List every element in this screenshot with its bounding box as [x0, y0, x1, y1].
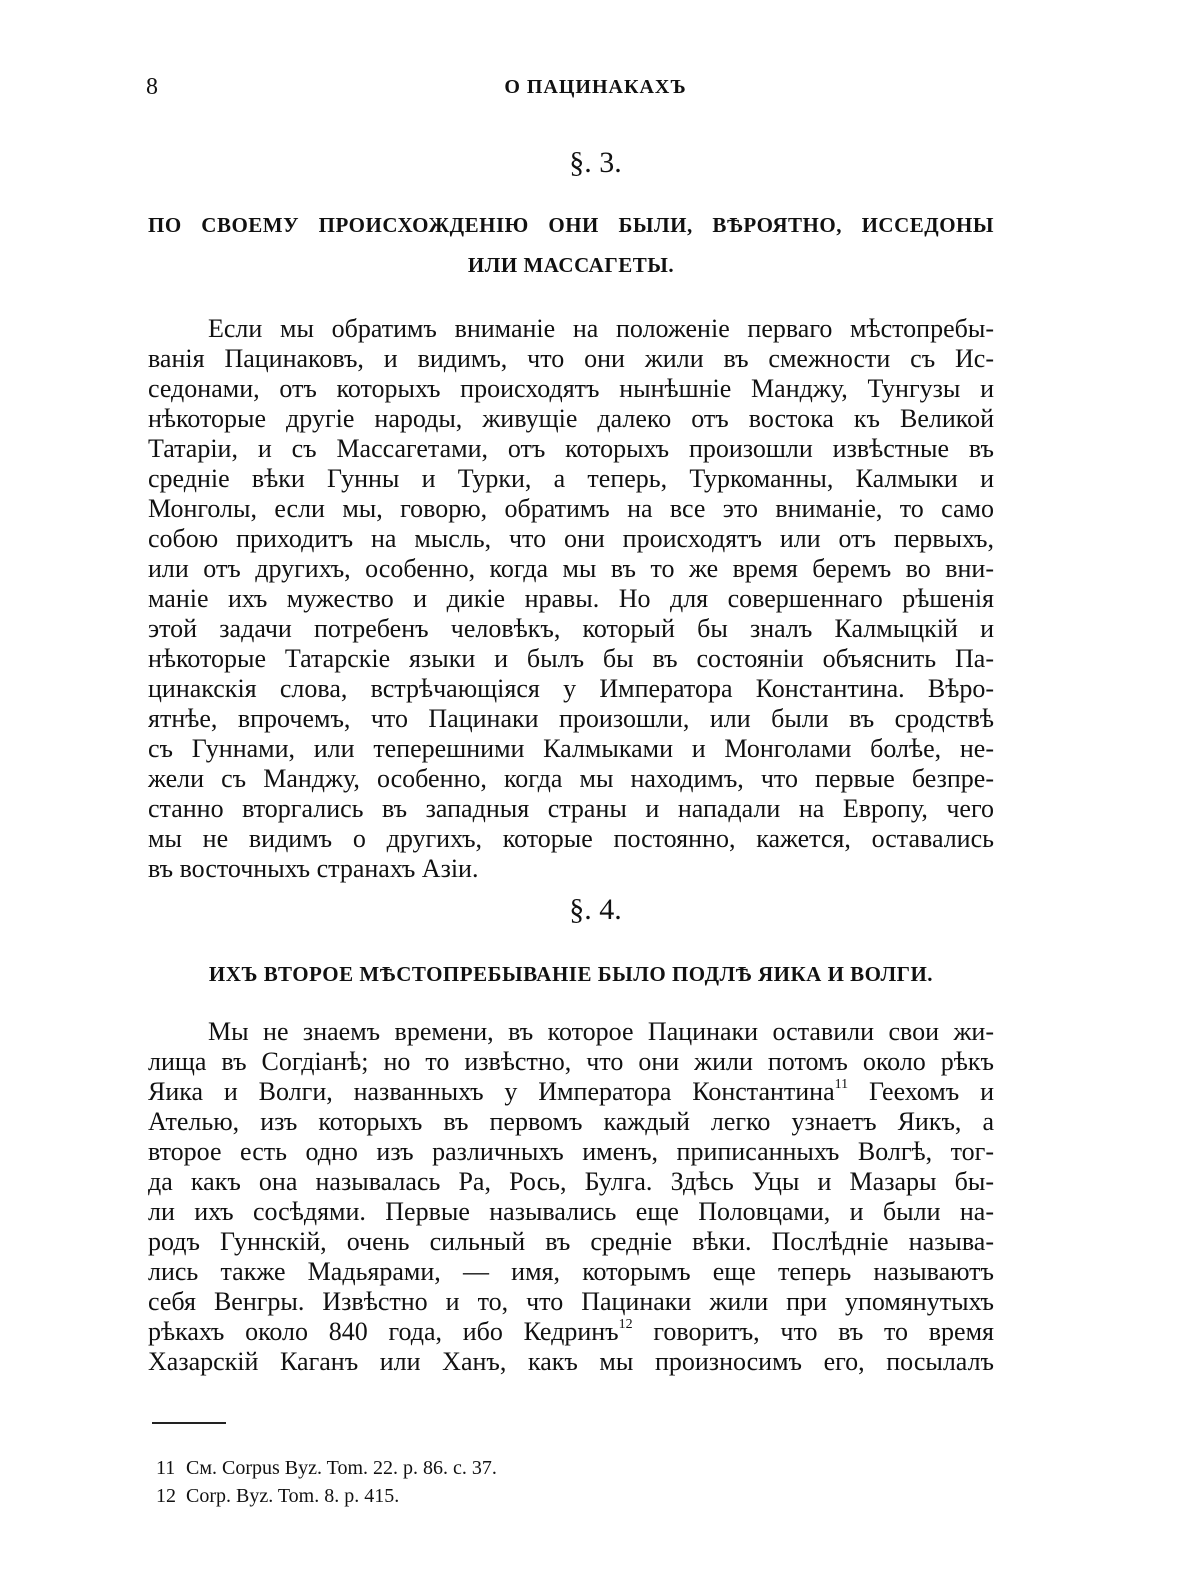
footnote-divider: [152, 1422, 226, 1424]
paragraph-line: станно вторгались въ западныя страны и нападали на Европу, чего: [148, 794, 994, 823]
paragraph-line-with-footnote: [148, 1077, 994, 1107]
paragraph-line: этой задачи потребенъ человѣкъ, который бы зналъ Калмыцкій и: [148, 614, 994, 643]
section-3-mark: §. 3.: [569, 146, 622, 179]
paragraph-line: цинакскія слова, встрѣчающіяся у Императора Константина. Вѣро-: [148, 674, 994, 703]
paragraph-line: Если мы обратимъ вниманіе на положеніе перваго мѣстопребы-: [208, 314, 994, 343]
paragraph-line: въ восточныхъ странахъ Азіи.: [148, 854, 479, 883]
footnote-11: [156, 1454, 956, 1482]
page-number: 8: [146, 74, 158, 100]
paragraph-line: Хазарскій Каганъ или Ханъ, какъ мы произносимъ его, посылалъ: [148, 1347, 994, 1376]
section-4-mark: §. 4.: [569, 893, 622, 926]
footnotes: [156, 1454, 956, 1510]
section-3-title: [148, 205, 994, 285]
paragraph-line: или отъ другихъ, особенно, когда мы въ то же время беремъ во вни-: [148, 554, 994, 583]
paragraph-line: ли ихъ сосѣдями. Первые назывались еще Половцами, и были на-: [148, 1197, 994, 1226]
footnote-12: [156, 1482, 956, 1510]
paragraph-line: второе есть одно изъ различныхъ именъ, приписанныхъ Волгѣ, тог-: [148, 1137, 994, 1166]
footnote-number: 12: [156, 1485, 176, 1507]
section-4-title: [148, 954, 994, 994]
footnote-ref-11[interactable]: 11: [834, 1077, 849, 1092]
paragraph-line: средніе вѣки Гунны и Турки, а теперь, Туркоманны, Калмыки и: [148, 464, 994, 493]
paragraph-line-with-footnote: [148, 1317, 994, 1347]
paragraph-line: лища въ Согдіанѣ; но то извѣстно, что они жили потомъ около рѣкъ: [148, 1047, 994, 1076]
paragraph-line: маніе ихъ мужество и дикіе нравы. Но для совершеннаго рѣшенія: [148, 584, 994, 613]
paragraph-line: собою приходитъ на мысль, что они происходятъ или отъ первыхъ,: [148, 524, 994, 553]
paragraph-line: родъ Гуннскій, очень сильный въ средніе вѣки. Послѣдніе называ-: [148, 1227, 994, 1256]
paragraph-line: ванія Пацинаковъ, и видимъ, что они жили въ смежности съ Ис-: [148, 344, 994, 373]
paragraph-line: съ Гуннами, или теперешними Калмыками и Монголами болѣе, не-: [148, 734, 994, 763]
paragraph-line: да какъ она называлась Ра, Рось, Булга. Здѣсь Уцы и Мазары бы-: [148, 1167, 994, 1196]
footnote-number: 11: [156, 1457, 176, 1479]
paragraph-line: нѣкоторые другіе народы, живущіе далеко отъ востока къ Великой: [148, 404, 994, 433]
paragraph-line: себя Венгры. Извѣстно и то, что Пацинаки жили при упомянутыхъ: [148, 1287, 994, 1316]
section-4-paragraph: [148, 1017, 994, 1377]
line-text: Яика и Волги, названныхъ у Императора Константина: [148, 1077, 835, 1106]
section-3-title-line-2: ИЛИ МАССАГЕТЫ.: [467, 253, 675, 277]
footnote-ref-12[interactable]: 12: [618, 1317, 633, 1332]
line-text: говоритъ, что въ то время: [632, 1317, 994, 1346]
paragraph-line: Татаріи, и съ Массагетами, отъ которыхъ произошли извѣстные въ: [148, 434, 994, 463]
footnote-text: Corp. Byz. Tom. 8. p. 415.: [186, 1485, 400, 1507]
running-title: О ПАЦИНАКАХЪ: [504, 76, 687, 98]
paragraph-line: Ателью, изъ которыхъ въ первомъ каждый легко узнаетъ Яикъ, а: [148, 1107, 994, 1136]
paragraph-line: нѣкоторые Татарскіе языки и былъ бы въ состояніи объяснить Па-: [148, 644, 994, 673]
paragraph-line: лись также Мадьярами, — имя, которымъ еще теперь называютъ: [148, 1257, 994, 1286]
paragraph-line: ятнѣе, впрочемъ, что Пацинаки произошли, или были въ сродствѣ: [148, 704, 994, 733]
paragraph-line: мы не видимъ о другихъ, которые постоянно, кажется, оставались: [148, 824, 994, 853]
footnote-text: См. Corpus Byz. Tom. 22. p. 86. c. 37.: [186, 1457, 497, 1479]
section-4-title-line-1: ИХЪ ВТОРОЕ МѢСТОПРЕБЫВАНІЕ БЫЛО ПОДЛѢ ЯИКА И ВОЛГИ.: [208, 962, 934, 986]
paragraph-line: Мы не знаемъ времени, въ которое Пацинаки оставили свои жи-: [208, 1017, 994, 1046]
paragraph-line: Монголы, если мы, говорю, обратимъ на все это вниманіе, то само: [148, 494, 994, 523]
paragraph-line: жели съ Манджу, особенно, когда мы находимъ, что первые безпре-: [148, 764, 994, 793]
paragraph-line: седонами, отъ которыхъ происходятъ нынѣшніе Манджу, Тунгузы и: [148, 374, 994, 403]
section-3-paragraph: [148, 314, 994, 884]
line-text: Геехомъ и: [848, 1077, 994, 1106]
line-text: рѣкахъ около 840 года, ибо Кедринъ: [148, 1317, 619, 1346]
section-3-title-line-1: ПО СВОЕМУ ПРОИСХОЖДЕНІЮ ОНИ БЫЛИ, ВѢРОЯТНО, ИССЕДОНЫ: [148, 213, 994, 237]
